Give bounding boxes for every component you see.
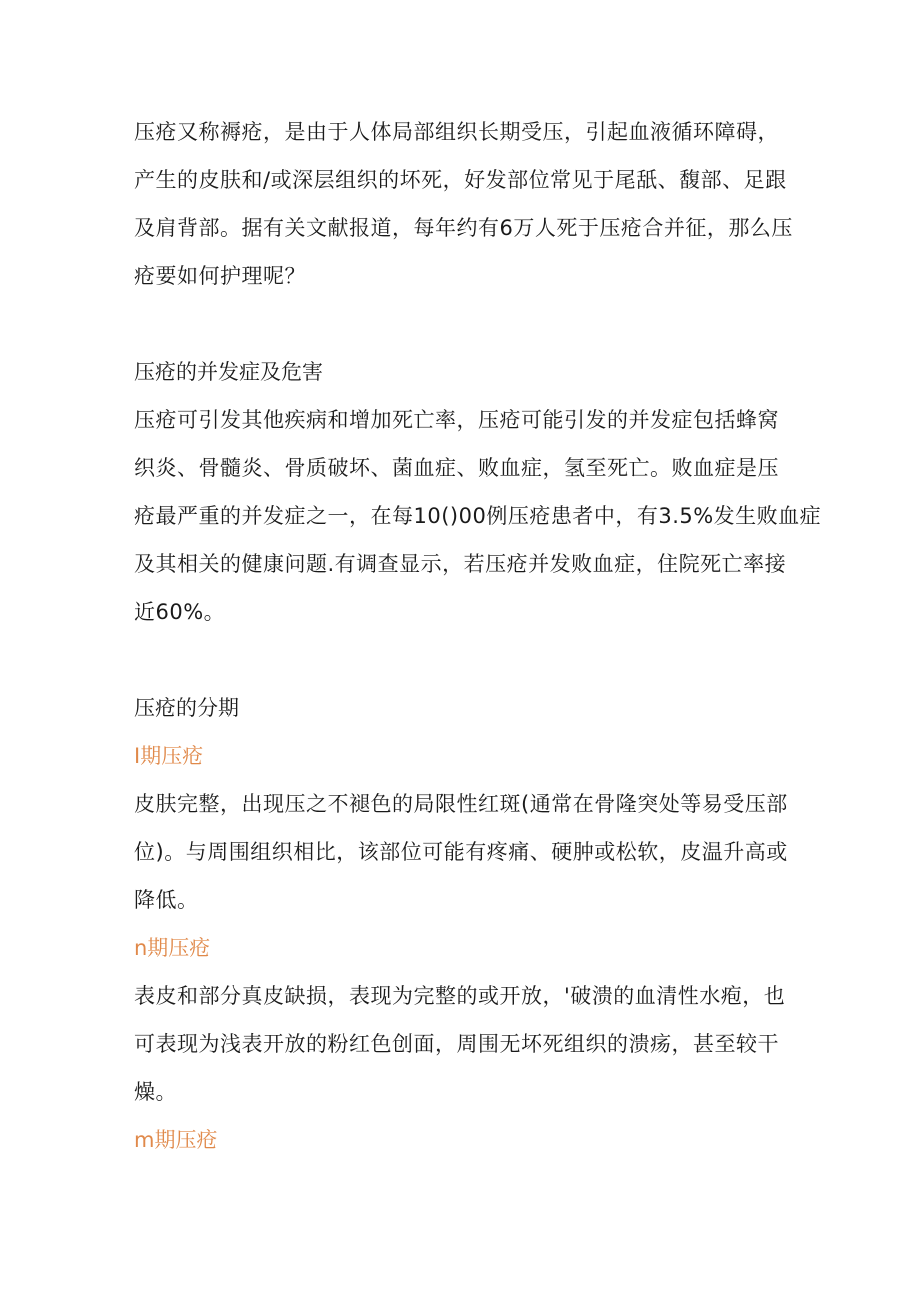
intro-paragraph: [134, 108, 794, 300]
complications-line: 压疮可引发其他疾病和增加死亡率，压疮可能引发的并发症包括蜂窝: [134, 408, 779, 432]
stage-1-paragraph: [134, 780, 794, 924]
stage-1-title: I期压疮: [134, 744, 204, 768]
complications-line: 近60%。: [134, 600, 226, 624]
stage-2-title: n期压疮: [134, 936, 211, 960]
intro-line: 及肩背部。据有关文献报道，每年约有6万人死于压疮合并征，那么压: [134, 216, 793, 240]
complications-line: 及其相关的健康问题.有调查显示，若压疮并发败血症，住院死亡率接: [134, 552, 787, 576]
intro-line: 压疮又称褥疮，是由于人体局部组织长期受压，引起血液循环障碍，: [134, 120, 779, 144]
intro-line: 产生的皮肤和/或深层组织的坏死，好发部位常见于尾舐、馥部、足跟: [134, 168, 787, 192]
complications-paragraph: [134, 396, 822, 636]
complications-heading: 压疮的并发症及危害: [134, 360, 323, 384]
intro-line: 疮要如何护理呢？: [134, 264, 306, 288]
staging-heading: 压疮的分期: [134, 696, 239, 720]
stage-1-line: 降低。: [134, 888, 199, 912]
stage-2-line: 燥。: [134, 1080, 177, 1104]
complications-line: 疮最严重的并发症之一，在每10()00例压疮患者中，有3.5%发生败血症: [134, 504, 822, 528]
stage-2-line: 可表现为浅表开放的粉红色创面，周围无坏死组织的溃疡，甚至较干: [134, 1032, 779, 1056]
stage-1-line: 位)。与周围组织相比，该部位可能有疼痛、硬肿或松软，皮温升高或: [134, 840, 788, 864]
stage-2-line: 表皮和部分真皮缺损，表现为完整的或开放，'破溃的血清性水疱，也: [134, 984, 786, 1008]
stage-1-line: 皮肤完整，出现压之不褪色的局限性红斑(通常在骨隆突处等易受压部: [134, 792, 788, 816]
complications-line: 织炎、骨髓炎、骨质破坏、菌血症、败血症，氢至死亡。败血症是压: [134, 456, 779, 480]
stage-3-title: m期压疮: [134, 1128, 218, 1152]
stage-2-paragraph: [134, 972, 794, 1116]
